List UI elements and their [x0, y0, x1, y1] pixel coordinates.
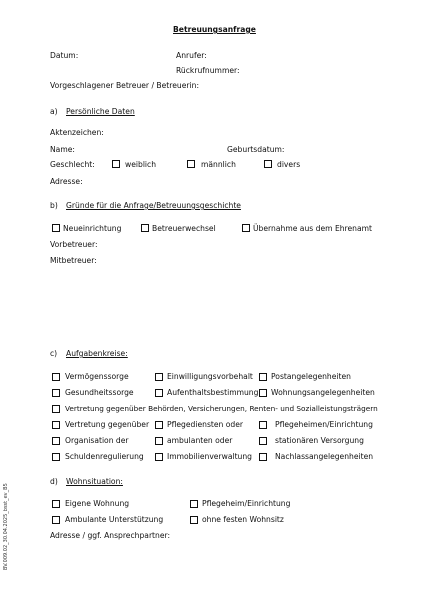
anrufer-label: Anrufer:	[176, 51, 207, 60]
wohnungsangelegenheiten-checkbox[interactable]	[259, 389, 267, 397]
organisation-checkbox[interactable]	[52, 437, 60, 445]
stationaeren-versorgung-label: stationären Versorgung	[275, 436, 364, 445]
aktenzeichen-label: Aktenzeichen:	[50, 128, 104, 137]
aufenthaltsbestimmung-checkbox[interactable]	[155, 389, 163, 397]
postangelegenheiten-label: Postangelegenheiten	[271, 372, 351, 381]
gesundheitssorge-checkbox[interactable]	[52, 389, 60, 397]
weiblich-label: weiblich	[125, 160, 157, 169]
neueinrichtung-checkbox[interactable]	[52, 224, 60, 232]
vorgeschlagener-betreuer-label: Vorgeschlagener Betreuer / Betreuerin:	[50, 81, 200, 90]
schuldenregulierung-label: Schuldenregulierung	[65, 452, 144, 461]
ambulanten-checkbox[interactable]	[155, 437, 163, 445]
maennlich-checkbox[interactable]	[187, 160, 195, 168]
geschlecht-label: Geschlecht:	[50, 160, 95, 169]
vermoegenssorge-label: Vermögenssorge	[65, 372, 129, 381]
page-title: Betreuungsanfrage	[173, 25, 256, 34]
section-c-title: Aufgabenkreise:	[66, 349, 128, 358]
schuldenregulierung-checkbox[interactable]	[52, 453, 60, 461]
document-code: BV.009.02_30.04.2025_bsst_ev_B5	[3, 483, 9, 570]
vertretung-behoerden-checkbox[interactable]	[52, 405, 60, 413]
postangelegenheiten-checkbox[interactable]	[259, 373, 267, 381]
betreuerwechsel-label: Betreuerwechsel	[152, 224, 216, 233]
mitbetreuer-label: Mitbetreuer:	[50, 256, 97, 265]
divers-label: divers	[277, 160, 301, 169]
vermoegenssorge-checkbox[interactable]	[52, 373, 60, 381]
section-c-letter: c)	[50, 349, 58, 358]
stationaeren-checkbox[interactable]	[259, 437, 267, 445]
section-a-title: Persönliche Daten	[66, 107, 135, 116]
uebernahme-checkbox[interactable]	[242, 224, 250, 232]
section-b-letter: b)	[50, 201, 58, 210]
pflegeheimen-label: Pflegeheimen/Einrichtung	[275, 420, 373, 429]
pflegediensten-oder-label: Pflegediensten oder	[167, 420, 244, 429]
einwilligungsvorbehalt-checkbox[interactable]	[155, 373, 163, 381]
gesundheitssorge-label: Gesundheitssorge	[65, 388, 134, 397]
wohnungsangelegenheiten-label: Wohnungsangelegenheiten	[271, 388, 375, 397]
ambulante-unterstuetzung-label: Ambulante Unterstützung	[65, 515, 164, 524]
ohne-wohnsitz-label: ohne festen Wohnsitz	[202, 515, 284, 524]
organisation-der-label: Organisation der	[65, 436, 129, 445]
adresse-ansprechpartner-label: Adresse / ggf. Ansprechpartner:	[50, 531, 171, 540]
pflegeheim-label: Pflegeheim/Einrichtung	[202, 499, 291, 508]
vorbetreuer-label: Vorbetreuer:	[50, 240, 98, 249]
section-d-letter: d)	[50, 477, 58, 486]
weiblich-checkbox[interactable]	[112, 160, 120, 168]
vertretung-behoerden-label: Vertretung gegenüber Behörden, Versicherungen, Renten- und Sozialleistungsträgern	[65, 404, 378, 413]
eigene-wohnung-label: Eigene Wohnung	[65, 499, 130, 508]
ambulante-unterstuetzung-checkbox[interactable]	[52, 516, 60, 524]
vertretung-gegenueber-label: Vertretung gegenüber	[65, 420, 150, 429]
pflegeheimen-checkbox[interactable]	[259, 421, 267, 429]
ohne-wohnsitz-checkbox[interactable]	[190, 516, 198, 524]
vertretung-pflege-checkbox[interactable]	[52, 421, 60, 429]
maennlich-label: männlich	[201, 160, 236, 169]
rueckrufnummer-label: Rückrufnummer:	[176, 66, 240, 75]
uebernahme-label: Übernahme aus dem Ehrenamt	[253, 224, 373, 233]
immobilienverwaltung-label: Immobilienverwaltung	[167, 452, 252, 461]
nachlassangelegenheiten-label: Nachlassangelegenheiten	[275, 452, 374, 461]
section-d-title: Wohnsituation:	[66, 477, 123, 486]
pflegediensten-checkbox[interactable]	[155, 421, 163, 429]
betreuerwechsel-checkbox[interactable]	[141, 224, 149, 232]
datum-label: Datum:	[50, 51, 79, 60]
pflegeheim-checkbox[interactable]	[190, 500, 198, 508]
neueinrichtung-label: Neueinrichtung	[63, 224, 122, 233]
aufenthaltsbestimmung-label: Aufenthaltsbestimmung	[167, 388, 259, 397]
divers-checkbox[interactable]	[264, 160, 272, 168]
name-label: Name:	[50, 145, 75, 154]
section-b-title: Gründe für die Anfrage/Betreuungsgeschichte	[66, 201, 241, 210]
immobilienverwaltung-checkbox[interactable]	[155, 453, 163, 461]
adresse-label: Adresse:	[50, 177, 83, 186]
einwilligungsvorbehalt-label: Einwilligungsvorbehalt	[167, 372, 253, 381]
ambulanten-oder-label: ambulanten oder	[167, 436, 233, 445]
geburtsdatum-label: Geburtsdatum:	[227, 145, 285, 154]
nachlass-checkbox[interactable]	[259, 453, 267, 461]
eigene-wohnung-checkbox[interactable]	[52, 500, 60, 508]
section-a-letter: a)	[50, 107, 58, 116]
